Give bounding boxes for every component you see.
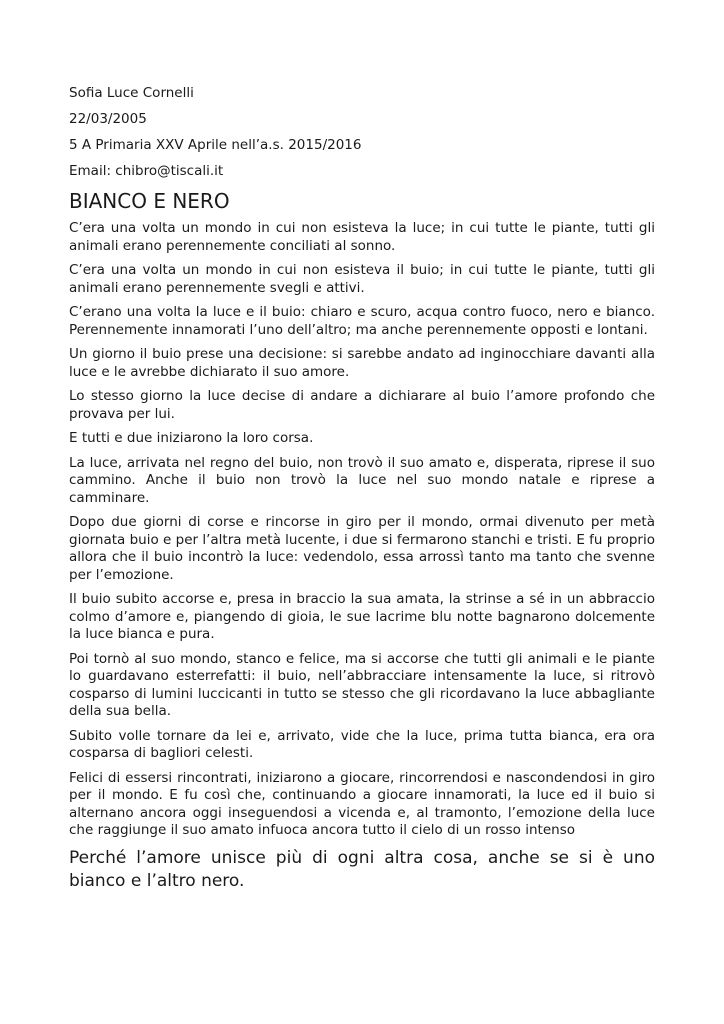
school-info: 5 A Primaria XXV Aprile nell’a.s. 2015/2016	[69, 137, 362, 153]
story-paragraph: Lo stesso giorno la luce decise di andare a dichiarare al buio l’amore profondo che provava per lui.	[69, 388, 655, 422]
story-paragraph: La luce, arrivata nel regno del buio, non trovò il suo amato e, disperata, riprese il suo cammino. Anche il buio non trovò la luce nel suo mondo natale e riprese a camminare.	[69, 454, 655, 506]
story-paragraph: Subito volle tornare da lei e, arrivato, vide che la luce, prima tutta bianca, era ora cosparsa di bagliori celesti.	[69, 727, 655, 761]
story-closing: Perché l’amore unisce più di ogni altra cosa, anche se si è uno bianco e l’altro nero.	[69, 847, 655, 891]
story-title: BIANCO E NERO	[69, 189, 230, 213]
story-paragraph: C’era una volta un mondo in cui non esisteva la luce; in cui tutte le piante, tutti gli animali erano perennemente conciliati al sonno.	[69, 220, 655, 254]
story-paragraph: Dopo due giorni di corse e rincorse in giro per il mondo, ormai divenuto per metà giornata buio e per l’altra metà lucente, i due si fermarono stanchi e tristi. E fu proprio allora che il buio incontrò la luce: vedendolo, essa arrossì tanto ma tanto che svenne per l’emozione.	[69, 514, 655, 583]
author-date: 22/03/2005	[69, 111, 147, 127]
story-paragraph: Il buio subito accorse e, presa in braccio la sua amata, la strinse a sé in un abbraccio colmo d’amore e, piangendo di gioia, le sue lacrime blu notte bagnarono dolcemente la luce bianca e pura.	[69, 591, 655, 642]
email-line: Email: chibro@tiscali.it	[69, 163, 224, 179]
story-paragraph: Poi tornò al suo mondo, stanco e felice, ma si accorse che tutti gli animali e le piante lo guardavano esterrefatti: il buio, nell’abbracciare intensamente la luce, si ritrovò cosparso di lumini luccicanti in tutto se stesso che gli ricordavano la luce abbagliante della sua bella.	[69, 650, 655, 719]
story-paragraph: C’erano una volta la luce e il buio: chiaro e scuro, acqua contro fuoco, nero e bianco. Perennemente innamorati l’uno dell’altro; ma anche perennemente opposti e lontani.	[69, 304, 655, 338]
story-paragraph: E tutti e due iniziarono la loro corsa.	[69, 430, 314, 446]
author-name: Sofia Luce Cornelli	[69, 85, 194, 101]
story-paragraph: Un giorno il buio prese una decisione: si sarebbe andato ad inginocchiare davanti alla luce e le avrebbe dichiarato il suo amore.	[69, 346, 655, 380]
document-page	[69, 85, 655, 893]
story-paragraph: Felici di essersi rincontrati, iniziarono a giocare, rincorrendosi e nascondendosi in giro per il mondo. E fu così che, continuando a giocare innamorati, la luce ed il buio si alternano ancora oggi inseguendosi a vicenda e, al tramonto, l’emozione della luce che raggiunge il suo amato infuoca ancora tutto il cielo di un rosso intenso	[69, 769, 655, 838]
story-paragraph: C’era una volta un mondo in cui non esisteva il buio; in cui tutte le piante, tutti gli animali erano perennemente svegli e attivi.	[69, 262, 655, 296]
